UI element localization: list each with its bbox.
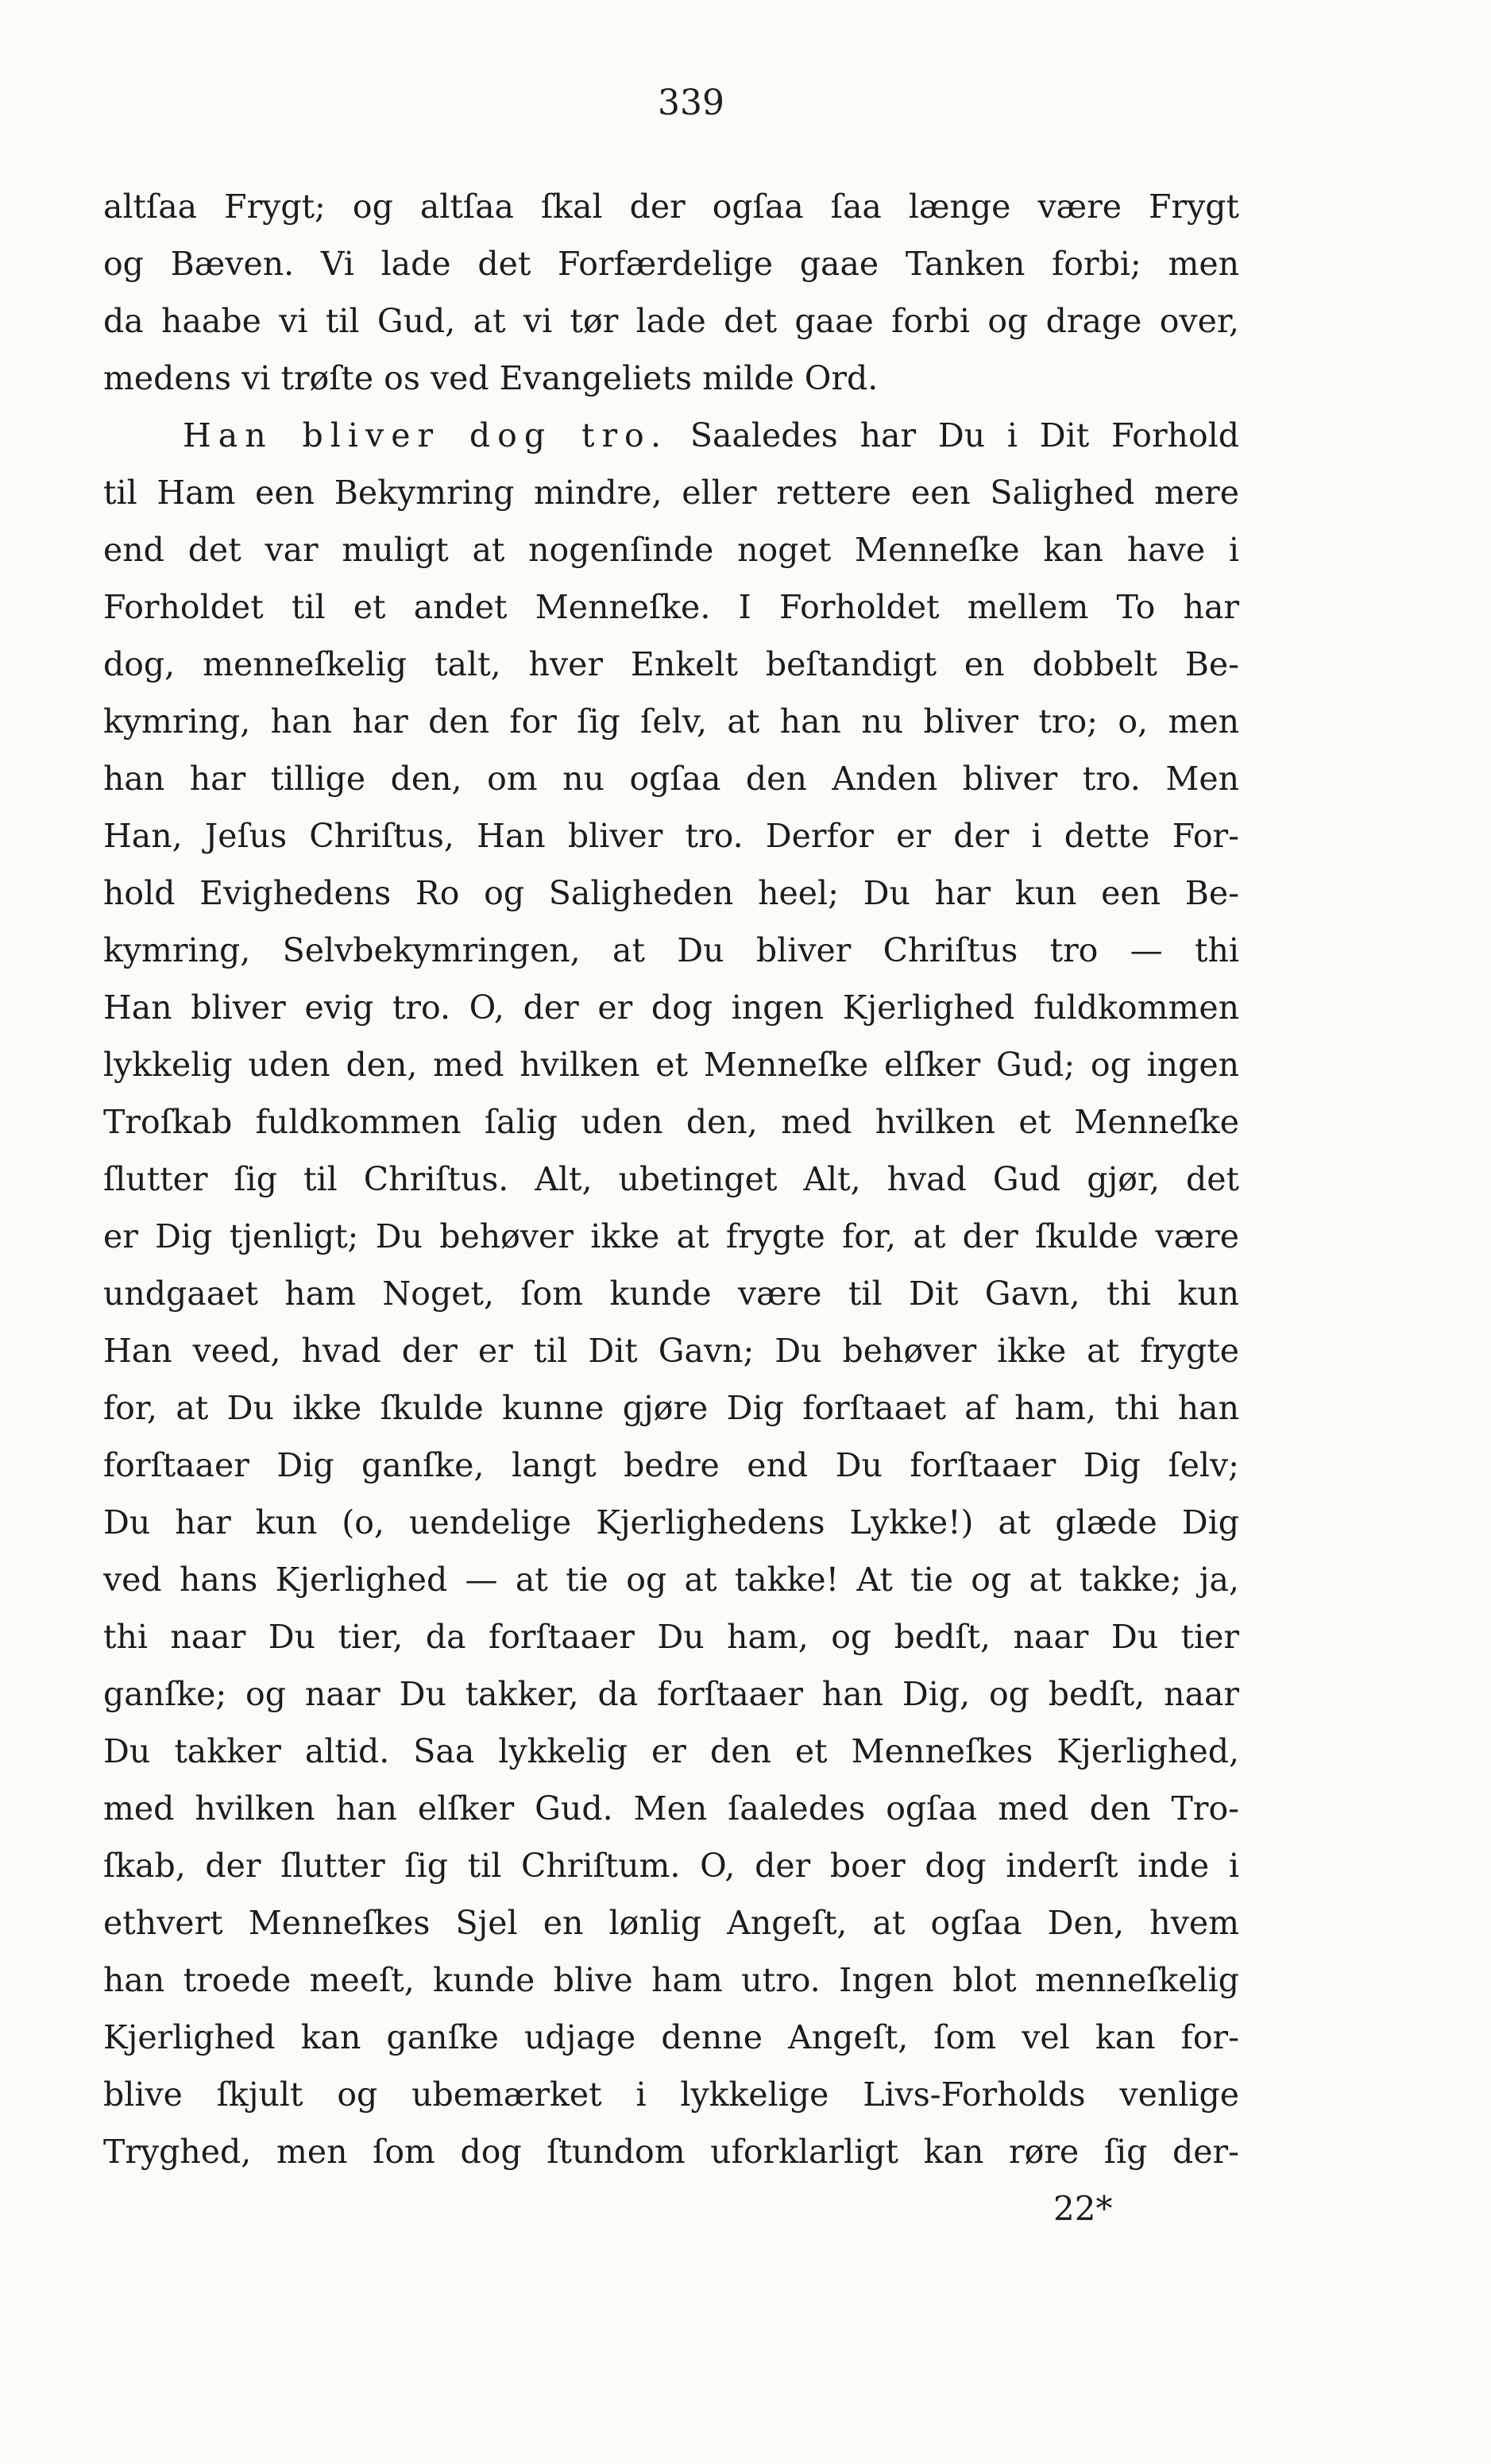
text-line: end det var muligt at nogenſinde noget Menneſke kan have i [103, 531, 1239, 569]
text-line: Kjerlighed kan ganſke udjage denne Angeſt, ſom vel kan for- [103, 2018, 1239, 2056]
text-line: blive ſkjult og ubemærket i lykkelige Livs-Forholds venlige [103, 2075, 1239, 2114]
text-line: med hvilken han elſker Gud. Men ſaaledes ogſaa med den Tro- [103, 1789, 1239, 1828]
text-line: Han, Jeſus Chriſtus, Han bliver tro. Derfor er der i dette For- [103, 817, 1239, 855]
text-line-with-emphasis [103, 407, 1239, 464]
page-number: 339 [658, 83, 724, 123]
text-line: hold Evighedens Ro og Saligheden heel; Du har kun een Be- [103, 874, 1239, 912]
text-line: altſaa Frygt; og altſaa ſkal der ogſaa ſaa længe være Frygt [103, 188, 1239, 226]
text-line: Han bliver evig tro. O, der er dog ingen Kjerlighed fuldkommen [103, 988, 1239, 1027]
text-line-rest: Saaledes har Du i Dit Forhold [689, 416, 1239, 455]
text-line: forſtaaer Dig ganſke, langt bedre end Du forſtaaer Dig ſelv; [103, 1446, 1239, 1484]
text-line: kymring, Selvbekymringen, at Du bliver Chriſtus tro — thi [103, 931, 1239, 969]
text-line: Troſkab fuldkommen ſalig uden den, med hvilken et Menneſke [103, 1103, 1239, 1141]
text-line: ſkab, der ſlutter ſig til Chriſtum. O, der boer dog inderſt inde i [103, 1847, 1239, 1885]
body-text [103, 178, 1239, 2238]
text-line: kymring, han har den for ſig ſelv, at han nu bliver tro; o, men [103, 702, 1239, 741]
text-line: til Ham een Bekymring mindre, eller rettere een Salighed mere [103, 474, 1239, 512]
text-line: lykkelig uden den, med hvilken et Menneſke elſker Gud; og ingen [103, 1046, 1239, 1084]
text-line: for, at Du ikke ſkulde kunne gjøre Dig forſtaaet af ham, thi han [103, 1389, 1239, 1427]
text-line: Tryghed, men ſom dog ſtundom uforklarligt kan røre ſig der- [103, 2133, 1239, 2171]
text-line: thi naar Du tier, da forſtaaer Du ham, og bedſt, naar Du tier [103, 1618, 1239, 1656]
text-line: er Dig tjenligt; Du behøver ikke at frygte for, at der ſkulde være [103, 1217, 1239, 1255]
text-line: ganſke; og naar Du takker, da forſtaaer han Dig, og bedſt, naar [103, 1675, 1239, 1713]
text-line: ved hans Kjerlighed — at tie og at takke! At tie og at takke; ja, [103, 1561, 1239, 1599]
signature-mark: 22* [1053, 2189, 1113, 2228]
text-line: han har tillige den, om nu ogſaa den Anden bliver tro. Men [103, 760, 1239, 798]
text-line: og Bæven. Vi lade det Forfærdelige gaae Tanken forbi; men [103, 245, 1239, 283]
text-line: ethvert Menneſkes Sjel en lønlig Angeſt, at ogſaa Den, hvem [103, 1904, 1239, 1942]
text-line: ſlutter ſig til Chriſtus. Alt, ubetinget Alt, hvad Gud gjør, det [103, 1160, 1239, 1198]
signature-row [103, 2180, 1239, 2238]
text-line: han troede meeſt, kunde blive ham utro. Ingen blot menneſkelig [103, 1961, 1239, 1999]
emphasized-phrase: Han bliver dog tro. [183, 416, 669, 455]
text-line: medens vi trøſte os ved Evangeliets milde Ord. [103, 359, 879, 397]
text-line: undgaaet ham Noget, ſom kunde være til Dit Gavn, thi kun [103, 1275, 1239, 1313]
text-line: Forholdet til et andet Menneſke. I Forholdet mellem To har [103, 588, 1239, 626]
text-line: Du har kun (o, uendelige Kjerlighedens Lykke!) at glæde Dig [103, 1503, 1239, 1541]
text-line: Han veed, hvad der er til Dit Gavn; Du behøver ikke at frygte [103, 1332, 1239, 1370]
text-line: Du takker altid. Saa lykkelig er den et Menneſkes Kjerlighed, [103, 1732, 1239, 1770]
text-line: da haabe vi til Gud, at vi tør lade det gaae forbi og drage over, [103, 302, 1239, 340]
text-line: dog, menneſkelig talt, hver Enkelt beſtandigt en dobbelt Be- [103, 645, 1239, 683]
